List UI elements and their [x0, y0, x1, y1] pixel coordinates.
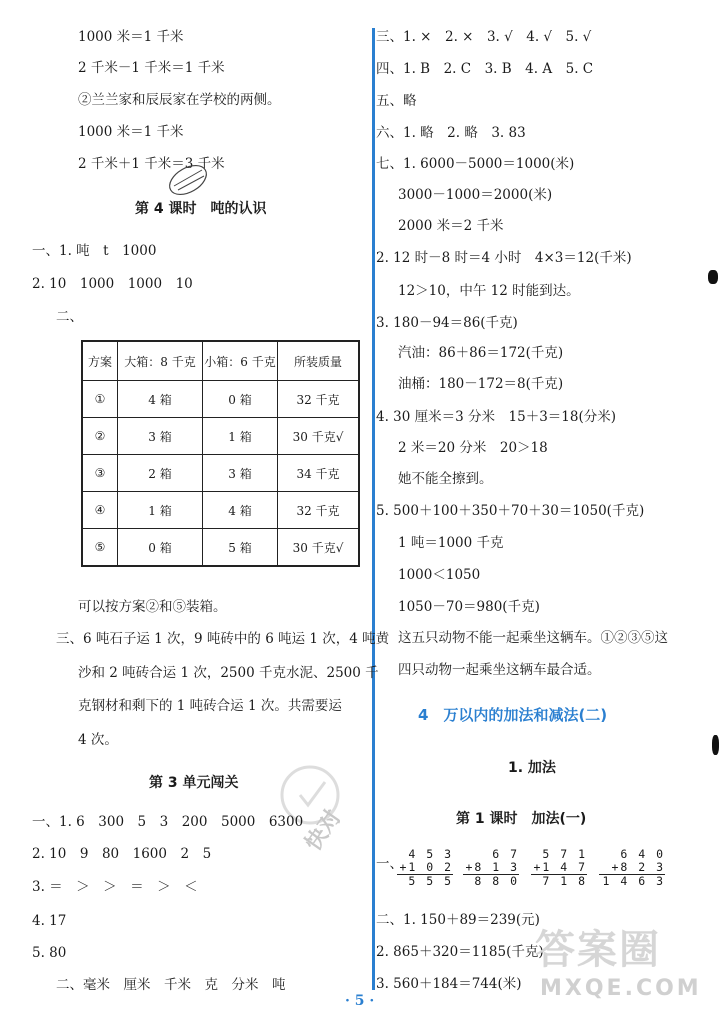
table-header-cell: 所装质量	[278, 341, 360, 381]
sum: 5 5 5	[408, 874, 453, 888]
page-number-value: 5	[354, 993, 365, 1009]
table-cell: 34 千克	[278, 455, 360, 492]
chapter-title: 4 万以内的加法和减法(二)	[418, 706, 608, 724]
text-line: 4. 17	[32, 913, 67, 929]
table-row	[82, 455, 359, 492]
text-line: 2000 米＝2 千米	[398, 218, 504, 234]
text-line: 5. 500＋100＋350＋70＋30＝1050(千克)	[376, 503, 645, 519]
packing-table	[81, 340, 360, 567]
table-cell: ③	[82, 455, 118, 492]
page-number: · 5 ·	[345, 993, 375, 1009]
addend: 4 5 3	[408, 847, 453, 861]
vertical-addition	[397, 848, 453, 888]
ink-mark	[708, 270, 718, 284]
table-cell: ②	[82, 418, 118, 455]
table-cell: 4 箱	[118, 381, 203, 418]
stamp-watermark: 快对	[300, 805, 347, 856]
table-cell: 30 千克√	[278, 418, 360, 455]
text-line: 2. 865＋320＝1185(千克)	[376, 944, 544, 960]
text-line: 三、1. × 2. × 3. √ 4. √ 5. √	[376, 29, 592, 45]
vertical-addition	[463, 848, 519, 888]
text-line: 三、6 吨石子运 1 次，9 吨砖中的 6 吨运 1 次，4 吨黄	[56, 631, 390, 647]
subsection-title: 1. 加法	[508, 760, 556, 776]
addend: 6 7	[492, 847, 519, 861]
table-row	[82, 418, 359, 455]
table-header-cell: 大箱：8 千克	[118, 341, 203, 381]
addend: +1 0 2	[397, 861, 453, 875]
text-line: 二、	[56, 309, 83, 325]
text-line: ②兰兰家和辰辰家在学校的两侧。	[78, 92, 281, 108]
text-line: 4. 30 厘米＝3 分米 15＋3＝18(分米)	[376, 409, 617, 425]
sum: 7 1 8	[542, 874, 587, 888]
text-line: 5. 80	[32, 945, 67, 961]
text-line: 3. 560＋184＝744(米)	[376, 976, 522, 992]
table-row	[82, 492, 359, 529]
table-cell: ④	[82, 492, 118, 529]
text-line: 2. 12 时－8 时＝4 小时 4×3＝12(千米)	[376, 250, 632, 266]
addend: +1 4 7	[531, 861, 587, 875]
table-cell: ⑤	[82, 529, 118, 567]
table-header-cell: 小箱：6 千克	[203, 341, 278, 381]
table-row	[82, 381, 359, 418]
text-line: 1000 米＝1 千米	[78, 124, 184, 140]
table-cell: 5 箱	[203, 529, 278, 567]
table-cell: 3 箱	[118, 418, 203, 455]
text-line: 一、1. 6 300 5 3 200 5000 6300	[32, 814, 304, 830]
text-line: 二、毫米 厘米 千米 克 分米 吨	[56, 977, 286, 993]
site-watermark: 答案圈	[535, 927, 661, 973]
text-line: 1050－70＝980(千克)	[398, 599, 540, 615]
text-line: 四、1. B 2. C 3. B 4. A 5. C	[376, 61, 594, 77]
text-line: 2 千米＋1 千米＝3 千米	[78, 156, 225, 172]
table-cell: 32 千克	[278, 492, 360, 529]
text-line: 汽油：86＋86＝172(千克)	[398, 345, 564, 361]
text-line: 二、1. 150＋89＝239(元)	[376, 912, 540, 928]
text-line: 这五只动物不能一起乘坐这辆车。①②③⑤这	[398, 630, 668, 646]
table-cell: 0 箱	[203, 381, 278, 418]
text-line: 五、略	[376, 93, 417, 109]
ink-mark	[712, 735, 719, 755]
table-cell: ①	[82, 381, 118, 418]
text-line: 四只动物一起乘坐这辆车最合适。	[398, 662, 601, 678]
vertical-addition	[599, 848, 665, 888]
table-cell: 32 千克	[278, 381, 360, 418]
text-line: 油桶：180－172＝8(千克)	[398, 376, 564, 392]
table-cell: 1 箱	[203, 418, 278, 455]
addend: 6 4 0	[620, 847, 665, 861]
text-line: 可以按方案②和⑤装箱。	[78, 599, 227, 615]
text-line: 1000 米＝1 千米	[78, 29, 184, 45]
table-header-row	[82, 341, 359, 381]
vertical-addition	[531, 848, 587, 888]
text-line: 12＞10，中午 12 时能到达。	[398, 283, 580, 299]
text-line: 2 千米－1 千米＝1 千米	[78, 60, 225, 76]
addend: +8 2 3	[599, 861, 665, 875]
table-row	[82, 529, 359, 567]
sum: 8 8 0	[474, 874, 519, 888]
text-line: 一、1. 吨 t 1000	[32, 243, 157, 259]
text-line: 1 吨＝1000 千克	[398, 535, 504, 551]
text-line: 3. ＝ ＞ ＞ ＝ ＞ ＜	[32, 879, 198, 895]
table-cell: 1 箱	[118, 492, 203, 529]
section-title: 第 4 课时 吨的认识	[135, 201, 267, 217]
text-line: 沙和 2 吨砖合运 1 次，2500 千克水泥、2500 千	[78, 665, 379, 681]
table-cell: 0 箱	[118, 529, 203, 567]
text-line: 2. 10 9 80 1600 2 5	[32, 846, 212, 862]
site-watermark-url: MXQE.COM	[540, 976, 702, 1001]
addend: +8 1 3	[463, 861, 519, 875]
table-cell: 4 箱	[203, 492, 278, 529]
text-line: 克钢材和剩下的 1 吨砖合运 1 次。共需要运	[78, 698, 342, 714]
text-line: 一、	[376, 856, 403, 872]
text-line: 七、1. 6000－5000＝1000(米)	[376, 156, 575, 172]
table-cell: 30 千克√	[278, 529, 360, 567]
sum: 1 4 6 3	[602, 874, 665, 888]
text-line: 2. 10 1000 1000 10	[32, 276, 193, 292]
unit-title: 第 3 单元闯关	[149, 775, 239, 791]
table-header-cell: 方案	[82, 341, 118, 381]
text-line: 六、1. 略 2. 略 3. 83	[376, 125, 526, 141]
table-cell: 3 箱	[203, 455, 278, 492]
text-line: 1000＜1050	[398, 567, 481, 583]
addend: 5 7 1	[542, 847, 587, 861]
lesson-title: 第 1 课时 加法(一)	[456, 811, 587, 827]
text-line: 她不能全擦到。	[398, 471, 493, 487]
text-line: 2 米＝20 分米 20＞18	[398, 440, 548, 456]
text-line: 4 次。	[78, 732, 118, 748]
text-line: 3000－1000＝2000(米)	[398, 187, 553, 203]
text-line: 3. 180－94＝86(千克)	[376, 315, 518, 331]
table-cell: 2 箱	[118, 455, 203, 492]
